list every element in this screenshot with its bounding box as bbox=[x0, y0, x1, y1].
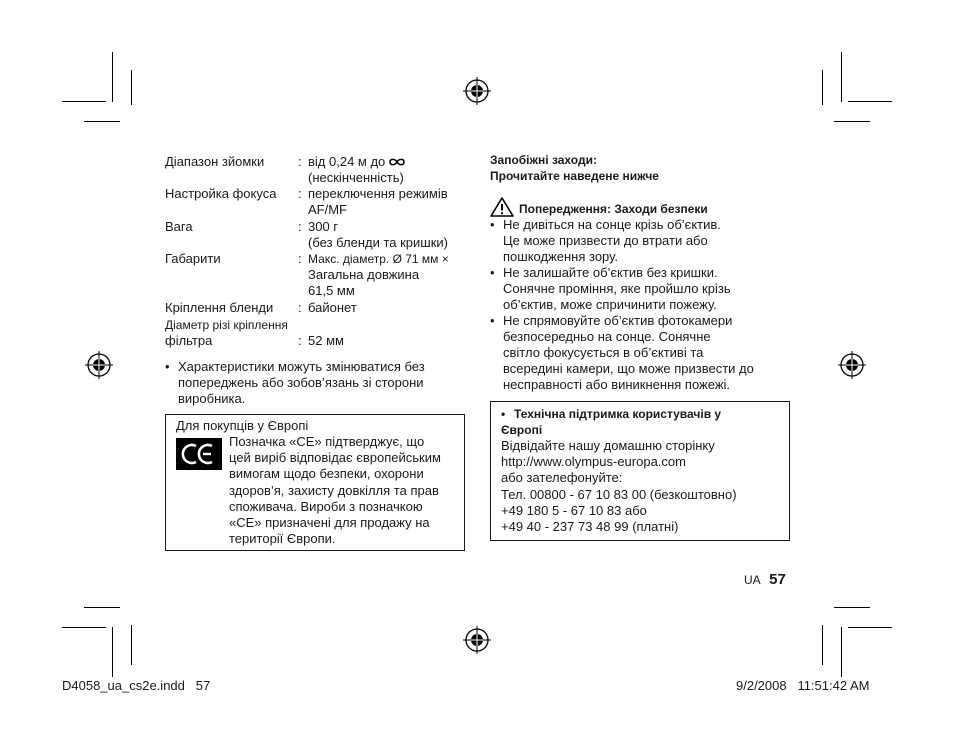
crop-mark bbox=[84, 121, 120, 122]
crop-mark bbox=[131, 70, 132, 105]
warning-line: світло фокусується в об’єктиві та bbox=[503, 345, 704, 360]
bullet: • bbox=[490, 265, 495, 280]
spec-value-line: 61,5 мм bbox=[308, 283, 355, 298]
ce-notice-box bbox=[165, 414, 465, 551]
crop-mark bbox=[834, 607, 870, 608]
spec-colon: : bbox=[298, 333, 302, 348]
ce-mark-icon bbox=[176, 438, 222, 470]
support-text bbox=[501, 438, 737, 535]
support-phone: +49 40 - 237 73 48 99 (платні) bbox=[501, 519, 679, 535]
spec-colon: : bbox=[298, 186, 302, 201]
warning-bullets bbox=[490, 217, 754, 393]
spec-label-line: фільтра bbox=[165, 333, 213, 348]
precautions-subtitle: Прочитайте наведене нижче bbox=[490, 169, 659, 183]
bullet: • bbox=[165, 359, 170, 374]
spec-note bbox=[165, 359, 425, 407]
spec-value-line: Загальна довжина bbox=[308, 267, 420, 282]
spec-value-line: (без бленди та кришки) bbox=[308, 235, 448, 250]
support-phone: +49 180 5 - 67 10 83 або bbox=[501, 502, 647, 518]
support-title bbox=[501, 406, 721, 438]
support-line: Відвідайте нашу домашню сторінку bbox=[501, 438, 715, 453]
warning-bullet bbox=[490, 217, 754, 265]
spec-value-line: переключення режимів bbox=[308, 186, 448, 201]
spec-value-line: AF/MF bbox=[308, 202, 347, 217]
crop-mark bbox=[112, 52, 113, 102]
spec-label: Настройка фокуса bbox=[165, 186, 277, 201]
warning-line: Це може призвести до втрати або bbox=[503, 233, 708, 248]
spec-label bbox=[165, 317, 288, 349]
spec-value bbox=[308, 333, 344, 349]
spec-label-line: Діаметр різі кріплення bbox=[165, 318, 288, 332]
ce-line: споживача. Вироби з позначкою bbox=[229, 498, 423, 514]
ce-line: території Європи. bbox=[229, 531, 336, 547]
crop-mark bbox=[822, 625, 823, 665]
ce-line: вимогам щодо безпеки, охорони bbox=[229, 466, 424, 482]
spec-value-line: 52 мм bbox=[308, 333, 344, 348]
note-line: Характеристики можуть змінюватися без bbox=[178, 359, 425, 374]
note-line: виробника. bbox=[178, 391, 246, 406]
warning-bullet bbox=[490, 313, 754, 393]
spec-colon: : bbox=[298, 154, 302, 169]
infinity-icon bbox=[388, 157, 406, 167]
spec-value bbox=[308, 154, 406, 186]
ce-text bbox=[229, 434, 441, 547]
warning-bullet bbox=[490, 265, 754, 313]
spec-label: Кріплення бленди bbox=[165, 300, 274, 315]
crop-mark bbox=[841, 52, 842, 102]
spec-colon: : bbox=[298, 219, 302, 234]
spec-value-line: Макс. діаметр. Ø 71 мм × bbox=[308, 252, 449, 266]
spec-row bbox=[165, 219, 475, 251]
crop-mark bbox=[848, 101, 892, 102]
warning-line: пошкодження зору. bbox=[503, 249, 618, 264]
crop-mark bbox=[834, 121, 870, 122]
bullet: • bbox=[490, 313, 495, 328]
crop-mark bbox=[112, 627, 113, 677]
warning-line: несправності або виникнення пожежі. bbox=[503, 377, 731, 392]
warning-title: Попередження: Заходи безпеки bbox=[519, 202, 708, 216]
crop-mark bbox=[62, 101, 106, 102]
warning-line: Не дивіться на сонце крізь об’єктив. bbox=[503, 217, 721, 232]
spec-label: Вага bbox=[165, 219, 193, 234]
spec-value-line: байонет bbox=[308, 300, 357, 315]
ce-line: Позначка «CE» підтверджує, що bbox=[229, 434, 425, 449]
spec-value bbox=[308, 251, 449, 299]
spec-label: Габарити bbox=[165, 251, 221, 266]
spec-row bbox=[165, 186, 475, 218]
support-phone: Тел. 00800 - 67 10 83 00 (безкоштовно) bbox=[501, 486, 737, 502]
spec-value bbox=[308, 300, 357, 316]
warning-line: Не залишайте об’єктив без кришки. bbox=[503, 265, 718, 280]
spec-row bbox=[165, 317, 475, 349]
warning-line: всередині камери, що може призвести до bbox=[503, 361, 754, 376]
warning-line: безпосередньо на сонце. Сонячне bbox=[503, 329, 711, 344]
support-box bbox=[490, 401, 790, 541]
spec-colon: : bbox=[298, 251, 302, 266]
spec-row bbox=[165, 251, 475, 299]
ce-line: здоров’я, захисту довкілля та прав bbox=[229, 482, 439, 498]
spec-colon: : bbox=[298, 300, 302, 315]
spec-label: Діапазон зйомки bbox=[165, 154, 265, 169]
note-line: попереджень або зобов’язань зі сторони bbox=[178, 375, 424, 390]
support-line: або зателефонуйте: bbox=[501, 470, 623, 486]
footer-file: D4058_ua_cs2e.indd 57 bbox=[62, 678, 211, 693]
ce-line: цей виріб відповідає європейським bbox=[229, 450, 441, 466]
crop-mark bbox=[822, 70, 823, 105]
page-lang: UA bbox=[744, 573, 761, 587]
crop-mark bbox=[841, 627, 842, 677]
registration-mark-icon bbox=[463, 626, 491, 654]
warning-line: Сонячне проміння, яке пройшло крізь bbox=[503, 281, 731, 296]
spec-row bbox=[165, 154, 475, 186]
registration-mark-icon bbox=[85, 351, 113, 379]
spec-value bbox=[308, 219, 448, 251]
registration-mark-icon bbox=[838, 351, 866, 379]
spec-value-line: 300 г bbox=[308, 219, 339, 234]
warning-triangle-icon bbox=[490, 197, 514, 217]
ce-heading: Для покупців у Європі bbox=[176, 418, 309, 433]
warning-line: об’єктив, може спричинити пожежу. bbox=[503, 297, 717, 312]
ce-line: «CE» призначені для продажу на bbox=[229, 515, 430, 531]
warning-line: Не спрямовуйте об’єктив фотокамери bbox=[503, 313, 733, 328]
page-number bbox=[744, 571, 786, 589]
bullet: • bbox=[490, 217, 495, 232]
crop-mark bbox=[848, 627, 892, 628]
spec-row bbox=[165, 300, 475, 316]
crop-mark bbox=[131, 625, 132, 665]
support-title-line: Європі bbox=[501, 423, 543, 437]
support-url[interactable]: http://www.olympus-europa.com bbox=[501, 454, 686, 470]
registration-mark-icon bbox=[463, 77, 491, 105]
crop-mark bbox=[84, 607, 120, 608]
spec-value-line: (нескінченність) bbox=[308, 170, 404, 185]
precautions-title: Запобіжні заходи: bbox=[490, 153, 597, 167]
spec-value-line: від 0,24 м до bbox=[308, 154, 386, 169]
crop-mark bbox=[62, 627, 106, 628]
spec-value bbox=[308, 186, 448, 218]
page-num: 57 bbox=[769, 571, 786, 588]
support-title-line: Технічна підтримка користувачів у bbox=[514, 407, 722, 421]
bullet: • bbox=[501, 407, 506, 421]
footer-timestamp: 9/2/2008 11:51:42 AM bbox=[736, 678, 870, 693]
